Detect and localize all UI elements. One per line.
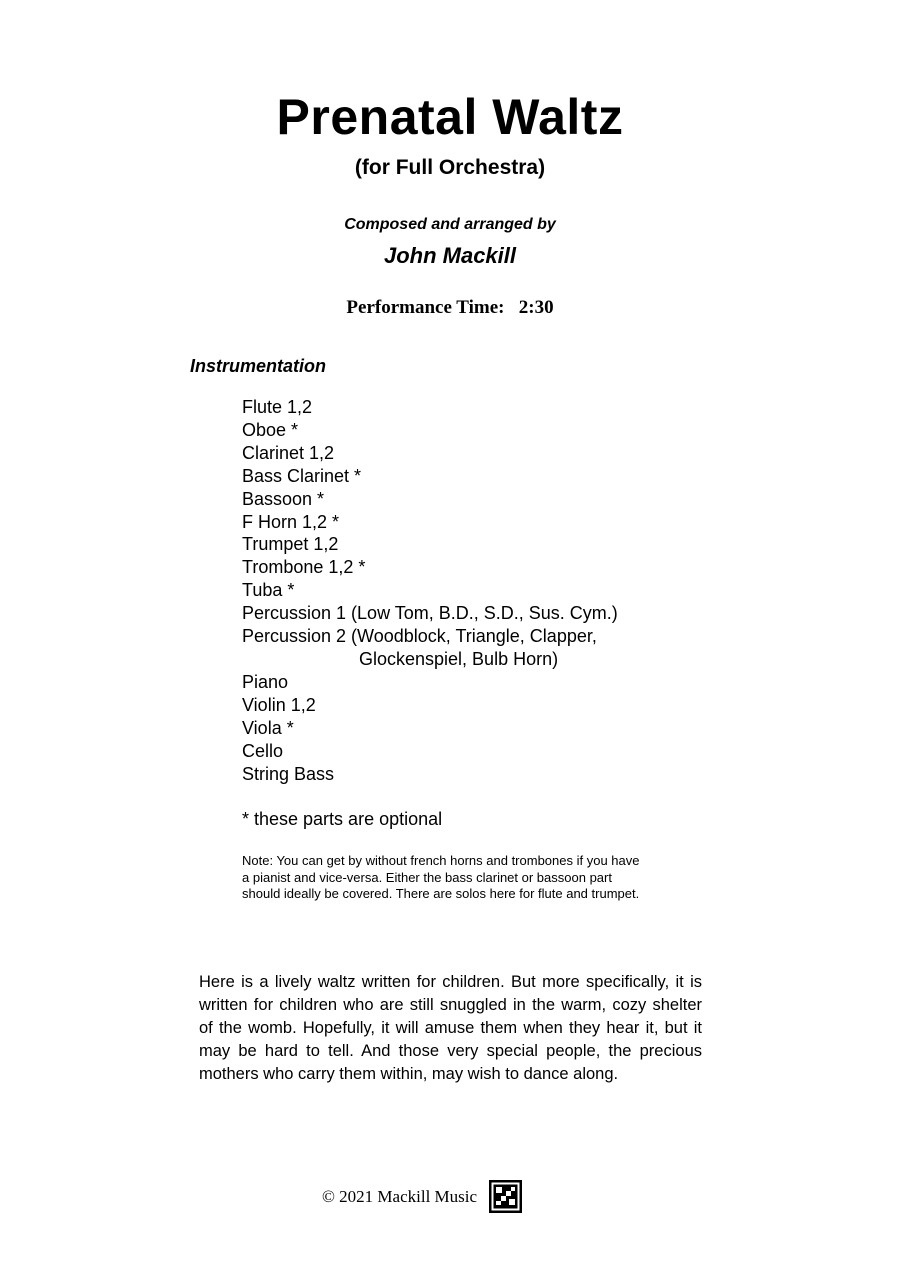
page-title: Prenatal Waltz [276, 89, 624, 145]
instrument-item: Bass Clarinet * [242, 465, 362, 486]
mackill-music-logo-icon [489, 1180, 522, 1213]
footer [322, 1180, 522, 1213]
instrument-item: Piano [242, 671, 289, 692]
instrument-item: Viola * [242, 717, 294, 738]
instrumentation-note: Note: You can get by without french horns and trombones if you have a pianist and vice-versa. Either the bass clarinet or bassoon part should ideally be covered. There are solos here for flute and trumpet. [242, 853, 640, 902]
subtitle: (for Full Orchestra) [354, 156, 546, 179]
instrument-item: Percussion 1 (Low Tom, B.D., S.D., Sus. Cym.) [242, 603, 618, 624]
composer-name: John Mackill [383, 243, 517, 268]
instrument-item-continuation: Glockenspiel, Bulb Horn) [359, 648, 559, 669]
instrument-item: Tuba * [242, 580, 295, 601]
instrument-item: Bassoon * [242, 488, 325, 509]
instrument-item: Trombone 1,2 * [242, 557, 366, 578]
instrument-item: Percussion 2 (Woodblock, Triangle, Clapper, [242, 626, 597, 647]
instrumentation-heading: Instrumentation [190, 356, 327, 376]
instrument-item: Clarinet 1,2 [242, 442, 335, 463]
instrument-item: Oboe * [242, 419, 299, 440]
performance-time: Performance Time: 2:30 [346, 297, 554, 318]
instrument-item: Trumpet 1,2 [242, 534, 339, 555]
instrument-item: F Horn 1,2 * [242, 511, 340, 532]
piece-description: Here is a lively waltz written for children. But more specifically, it is written for children who are still snuggled in the warm, cozy shelter of the womb. Hopefully, it will amuse them when they hear it, but it may be hard to tell. And those very special people, the precious mothers who carry them within, may wish to dance along. [199, 973, 702, 1083]
instrument-item: String Bass [242, 763, 335, 784]
instrument-item: Cello [242, 740, 284, 761]
instrument-item: Violin 1,2 [242, 694, 316, 715]
composed-by-label: Composed and arranged by [344, 216, 556, 233]
optional-parts-note: * these parts are optional [242, 809, 443, 829]
copyright-text: © 2021 Mackill Music [322, 1186, 478, 1206]
instrument-list [242, 396, 618, 785]
instrument-item: Flute 1,2 [242, 397, 313, 417]
